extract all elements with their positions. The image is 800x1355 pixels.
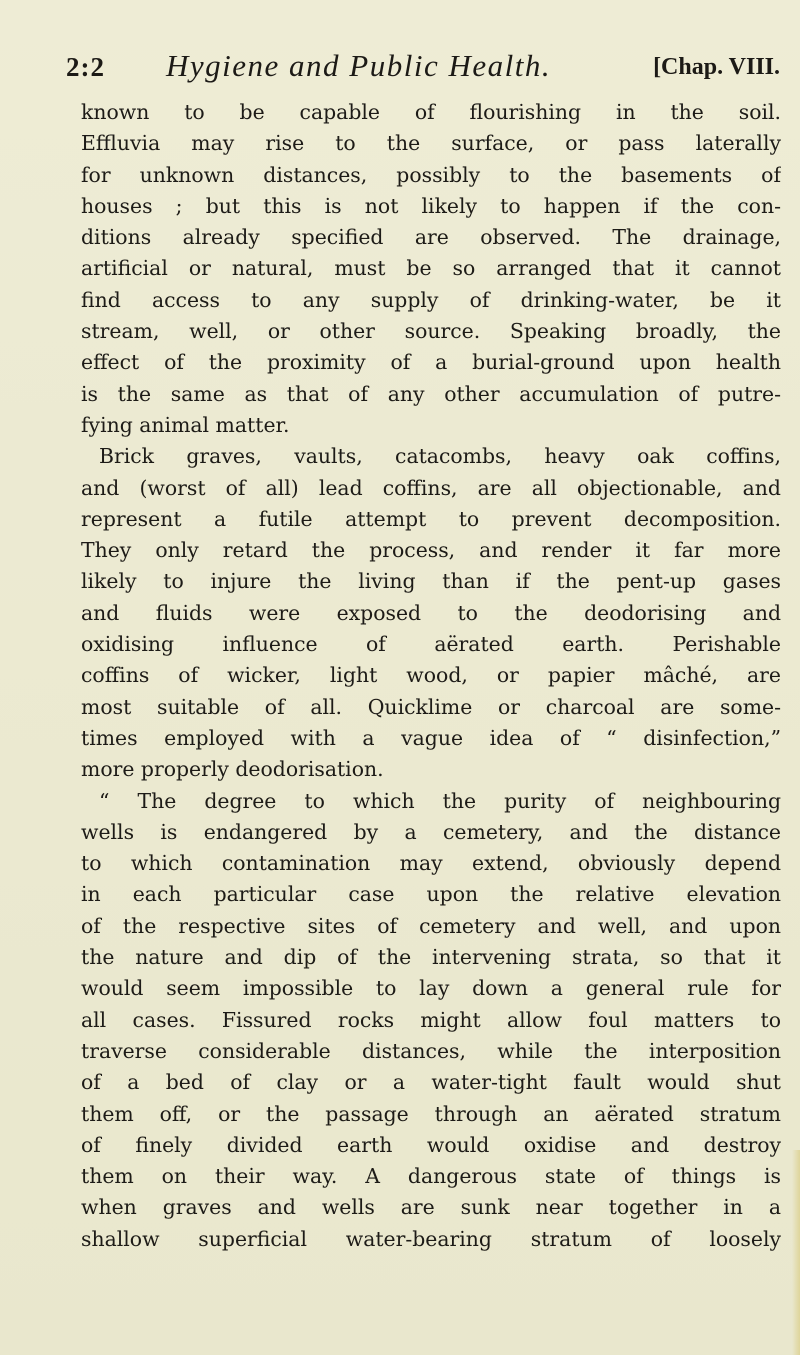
text-line: of a bed of clay or a water-tight fault would shut	[81, 1070, 781, 1095]
text-line: artificial or natural, must be so arranged that it cannot	[81, 256, 781, 281]
text-line: for unknown distances, possibly to the basements of	[81, 162, 781, 187]
text-line: shallow superficial water-bearing stratum of loosely	[81, 1226, 781, 1251]
text-line: them off, or the passage through an aërated stratum	[81, 1101, 781, 1126]
text-line: wells is endangered by a cemetery, and the distance	[81, 819, 781, 844]
text-line: when graves and wells are sunk near together in a	[81, 1195, 781, 1220]
text-line: traverse considerable distances, while the interposition	[81, 1038, 781, 1063]
text-line: represent a futile attempt to prevent decomposition.	[81, 506, 781, 531]
text-line: and (worst of all) lead coffins, are all objectionable, and	[81, 475, 781, 500]
text-line: ditions already specified are observed. The drainage,	[81, 225, 781, 250]
text-line: They only retard the process, and render it far more	[81, 538, 781, 563]
text-line: stream, well, or other source. Speaking broadly, the	[81, 319, 781, 344]
text-line: of the respective sites of cemetery and well, and upon	[81, 913, 781, 938]
text-line: Brick graves, vaults, catacombs, heavy oak coffins,	[99, 444, 781, 469]
text-line: most suitable of all. Quicklime or charcoal are some-	[81, 694, 781, 719]
page-number: 2:2	[66, 52, 105, 82]
text-line: is the same as that of any other accumulation of putre-	[81, 381, 781, 406]
text-line: all cases. Fissured rocks might allow foul matters to	[81, 1007, 781, 1032]
text-line: oxidising influence of aërated earth. Perishable	[81, 632, 781, 657]
text-line: would seem impossible to lay down a general rule for	[81, 976, 781, 1001]
page-edge-shading	[792, 1150, 800, 1355]
text-line: houses ; but this is not likely to happen if the con-	[81, 193, 781, 218]
text-line: in each particular case upon the relative elevation	[81, 882, 781, 907]
text-line: “ The degree to which the purity of neighbouring	[99, 788, 781, 813]
text-line: times employed with a vague idea of “ disinfection,”	[81, 725, 781, 750]
text-line: of finely divided earth would oxidise and destroy	[81, 1132, 781, 1157]
text-line: and fluids were exposed to the deodorising and	[81, 600, 781, 625]
running-head	[66, 44, 780, 84]
text-line: more properly deodorisation.	[81, 757, 384, 782]
text-line: Effluvia may rise to the surface, or pass laterally	[81, 131, 781, 156]
text-line: them on their way. A dangerous state of things is	[81, 1164, 781, 1189]
text-line: fying animal matter.	[81, 412, 290, 437]
text-line: known to be capable of flourishing in the soil.	[81, 100, 781, 124]
text-line: effect of the proximity of a burial-ground upon health	[81, 350, 781, 375]
text-line: likely to injure the living than if the pent-up gases	[81, 569, 781, 594]
body-text	[81, 97, 781, 1255]
text-line: the nature and dip of the intervening strata, so that it	[81, 945, 781, 970]
text-line: find access to any supply of drinking-water, be it	[81, 287, 781, 312]
text-line: to which contamination may extend, obviously depend	[81, 851, 781, 876]
book-title: Hygiene and Public Health.	[166, 48, 552, 83]
chapter-reference: [Chap. VIII.	[653, 54, 780, 80]
text-line: coffins of wicker, light wood, or papier mâché, are	[81, 663, 781, 688]
